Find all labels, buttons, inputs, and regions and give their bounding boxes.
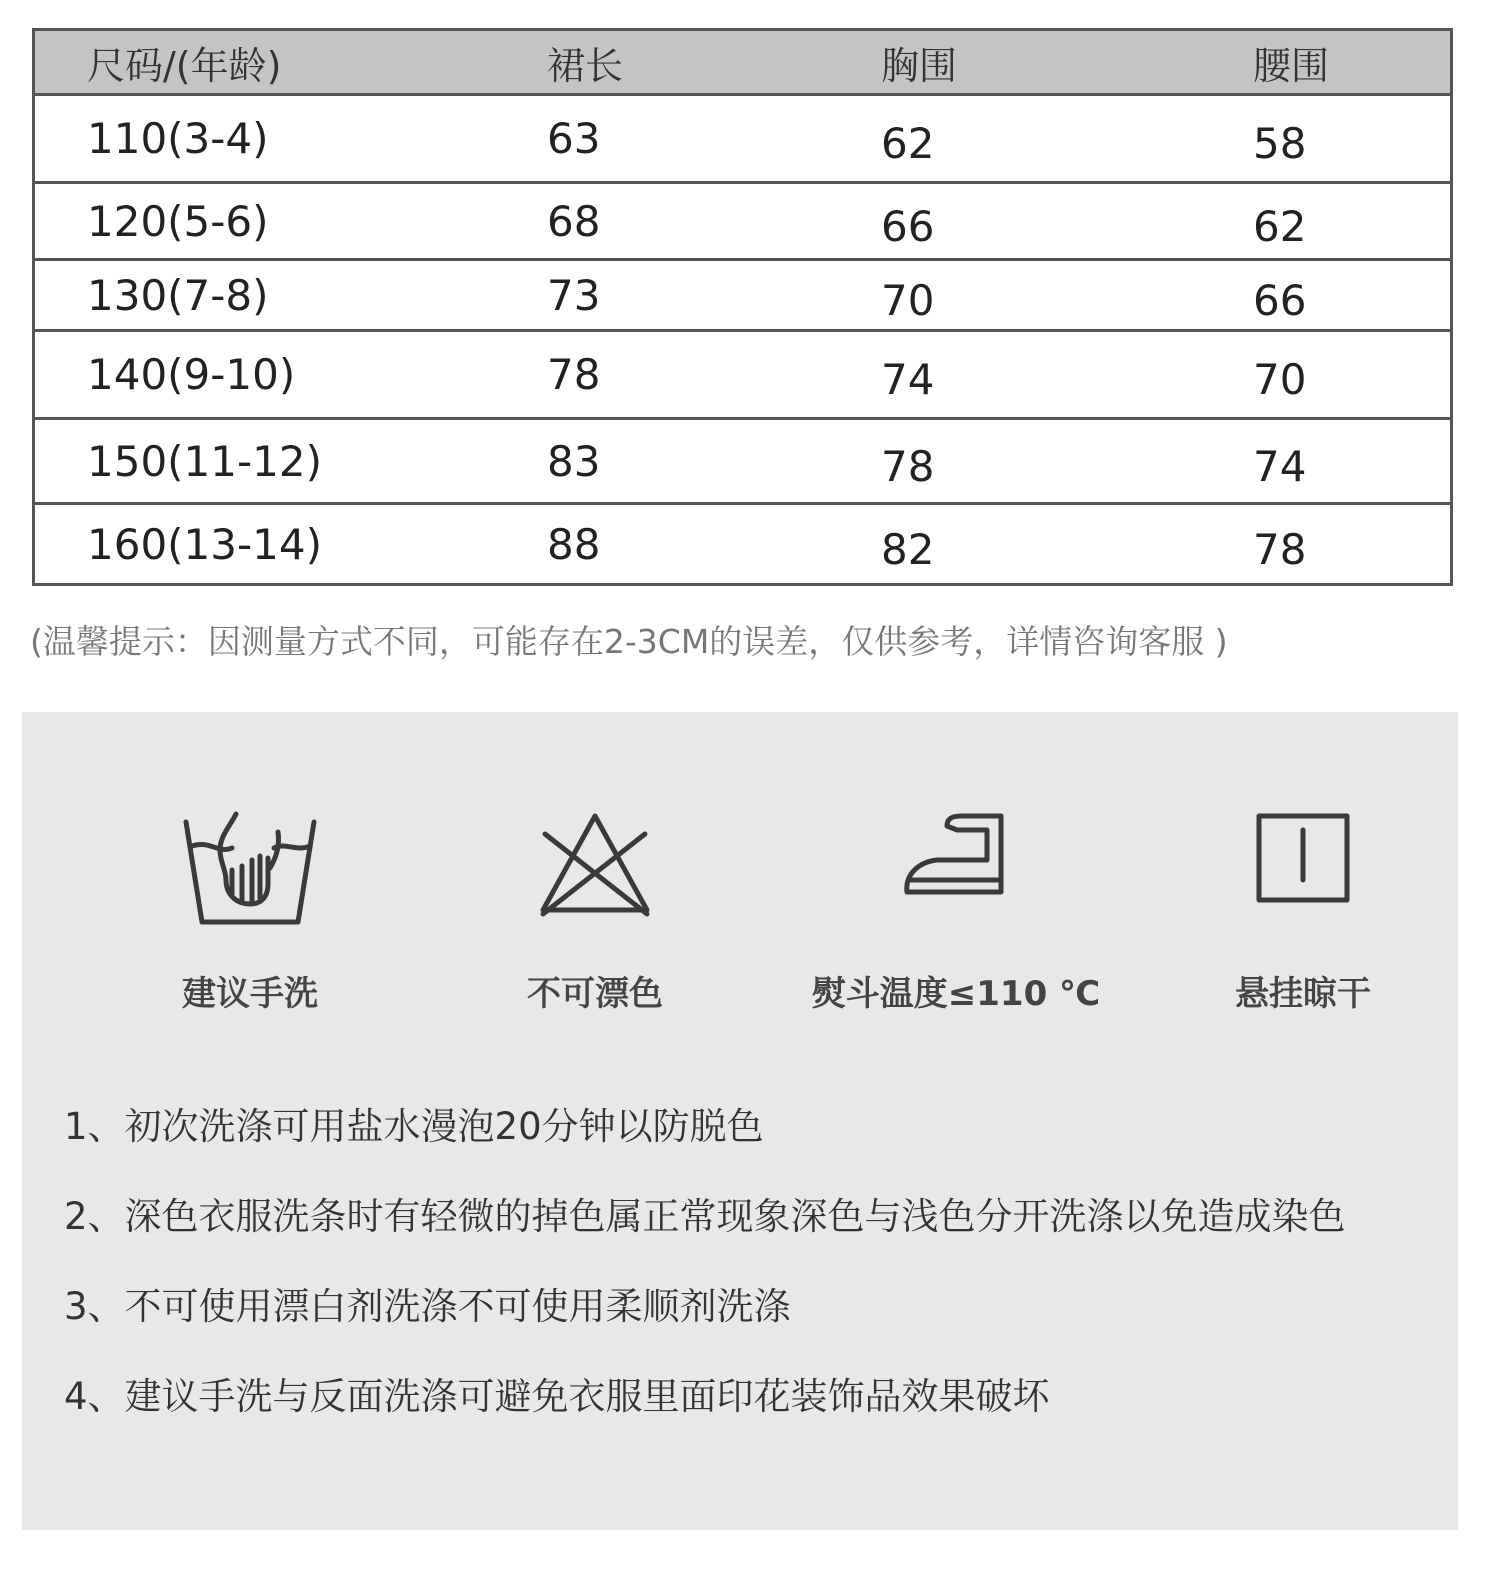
iron-icon [856, 810, 1056, 930]
cell-length: 68 [547, 196, 601, 246]
cell-size: 120(5-6) [87, 196, 269, 246]
cell-size: 110(3-4) [87, 114, 269, 163]
cell-chest: 70 [881, 275, 935, 325]
header-waist: 腰围 [1253, 43, 1330, 88]
cell-chest: 62 [881, 119, 935, 168]
table-row [35, 93, 1450, 181]
cell-chest: 66 [881, 201, 935, 251]
cell-waist: 70 [1253, 355, 1307, 404]
no-bleach-icon [495, 810, 695, 930]
cell-length: 73 [547, 270, 601, 320]
care-tip: 1、初次洗涤可用盐水漫泡20分钟以防脱色 [64, 1105, 764, 1148]
cell-length: 63 [547, 114, 601, 163]
care-panel [22, 712, 1458, 1530]
header-size: 尺码/(年龄) [87, 43, 282, 88]
care-tip: 2、深色衣服洗条时有轻微的掉色属正常现象深色与浅色分开洗涤以免造成染色 [64, 1195, 1346, 1238]
table-row [35, 258, 1450, 329]
cell-waist: 58 [1253, 119, 1307, 168]
table-row [35, 417, 1450, 502]
care-tip: 4、建议手洗与反面洗涤可避免衣服里面印花装饰品效果破坏 [64, 1375, 1050, 1418]
cell-waist: 66 [1253, 275, 1307, 325]
table-row [35, 502, 1450, 583]
size-table [32, 28, 1453, 586]
table-row [35, 329, 1450, 417]
cell-chest: 82 [881, 524, 935, 574]
cell-length: 83 [547, 436, 601, 486]
cell-length: 88 [547, 519, 601, 569]
care-tip: 3、不可使用漂白剂洗涤不可使用柔顺剂洗涤 [64, 1285, 791, 1328]
cell-waist: 78 [1253, 524, 1307, 574]
measurement-note: (温馨提示：因测量方式不同，可能存在2-3CM的误差，仅供参考，详情咨询客服 ) [30, 622, 1228, 661]
cell-waist: 62 [1253, 201, 1307, 251]
cell-length: 78 [547, 350, 601, 399]
care-label: 不可漂色 [527, 974, 663, 1014]
cell-size: 130(7-8) [87, 270, 269, 320]
table-row [35, 181, 1450, 258]
care-label: 熨斗温度≤110 ℃ [811, 974, 1101, 1014]
cell-size: 140(9-10) [87, 350, 296, 399]
cell-chest: 74 [881, 355, 935, 404]
cell-waist: 74 [1253, 441, 1307, 491]
header-chest: 胸围 [881, 43, 958, 88]
cell-size: 150(11-12) [87, 436, 322, 486]
cell-size: 160(13-14) [87, 519, 322, 569]
table-header [35, 31, 1450, 93]
cell-chest: 78 [881, 441, 935, 491]
hand-wash-icon [150, 810, 350, 930]
care-label: 悬挂晾干 [1235, 974, 1371, 1014]
hang-dry-icon [1203, 810, 1403, 930]
header-length: 裙长 [547, 43, 624, 88]
care-label: 建议手洗 [182, 974, 318, 1014]
